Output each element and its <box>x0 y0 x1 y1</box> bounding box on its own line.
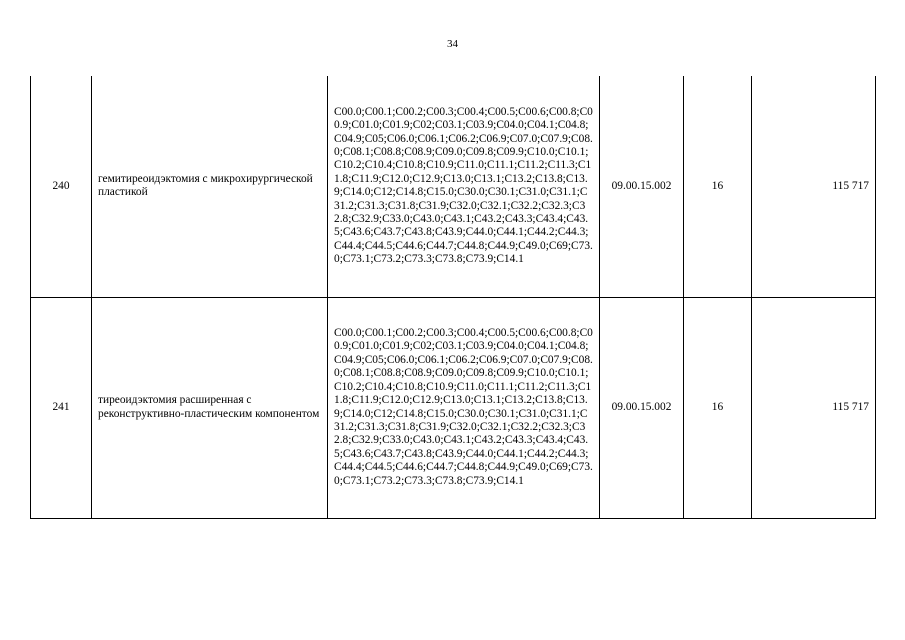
page-number: 34 <box>447 38 458 50</box>
row-number: 241 <box>31 297 92 518</box>
operation-name: гемитиреоидэктомия с микрохирургической пластикой <box>92 76 328 297</box>
operation-name: тиреоидэктомия расширенная с реконструктивно-пластическим компонентом <box>92 297 328 518</box>
coefficient: 16 <box>684 297 752 518</box>
coefficient: 16 <box>684 76 752 297</box>
tariff-table <box>30 76 876 519</box>
cost-value: 115 717 <box>752 297 876 518</box>
icd-codes: C00.0;C00.1;C00.2;C00.3;C00.4;C00.5;C00.6;C00.8;C00.9;C01.0;C01.9;C02;C03.1;C03.9;C04.0;C04.1;C04.8;C04.9;C05;C06.0;C06.1;C06.2;C06.9;C07.0;C07.9;C08.0;C08.1;C08.8;C08.9;C09.0;C09.8;C09.9;C10.0;C10.1;C10.2;C10.4;C10.8;C10.9;C11.0;C11.1;C11.2;C11.3;C11.8;C11.9;C12.0;C12.9;C13.0;C13.1;C13.2;C13.8;C13.9;C14.0;C12;C14.8;C15.0;C30.0;C30.1;C31.0;C31.1;C31.2;C31.3;C31.8;C31.9;C32.0;C32.1;C32.2;C32.3;C32.8;C32.9;C33.0;C43.0;C43.1;C43.2;C43.3;C43.4;C43.5;C43.6;C43.7;C43.8;C43.9;C44.0;C44.1;C44.2;C44.3;C44.4;C44.5;C44.6;C44.7;C44.8;C44.9;C49.0;C69;C73.0;C73.1;C73.2;C73.3;C73.8;C73.9;C14.1 <box>328 297 600 518</box>
row-number: 240 <box>31 76 92 297</box>
icd-codes: C00.0;C00.1;C00.2;C00.3;C00.4;C00.5;C00.6;C00.8;C00.9;C01.0;C01.9;C02;C03.1;C03.9;C04.0;C04.1;C04.8;C04.9;C05;C06.0;C06.1;C06.2;C06.9;C07.0;C07.9;C08.0;C08.1;C08.8;C08.9;C09.0;C09.8;C09.9;C10.0;C10.1;C10.2;C10.4;C10.8;C10.9;C11.0;C11.1;C11.2;C11.3;C11.8;C11.9;C12.0;C12.9;C13.0;C13.1;C13.2;C13.8;C13.9;C14.0;C12;C14.8;C15.0;C30.0;C30.1;C31.0;C31.1;C31.2;C31.3;C31.8;C31.9;C32.0;C32.1;C32.2;C32.3;C32.8;C32.9;C33.0;C43.0;C43.1;C43.2;C43.3;C43.4;C43.5;C43.6;C43.7;C43.8;C43.9;C44.0;C44.1;C44.2;C44.3;C44.4;C44.5;C44.6;C44.7;C44.8;C44.9;C49.0;C69;C73.0;C73.1;C73.2;C73.3;C73.8;C73.9;C14.1 <box>328 76 600 297</box>
cost-value: 115 717 <box>752 76 876 297</box>
table-row <box>31 76 876 297</box>
group-code: 09.00.15.002 <box>600 76 684 297</box>
group-code: 09.00.15.002 <box>600 297 684 518</box>
table-row <box>31 297 876 518</box>
